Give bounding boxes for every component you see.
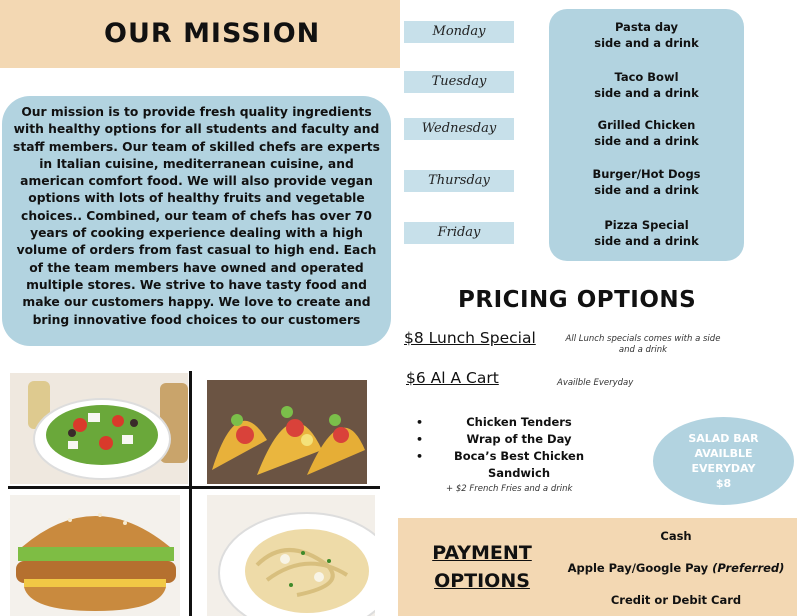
mission-statement: Our mission is to provide fresh quality ingredients with healthy options for all students and faculty and staff members. Our team of skilled chefs are experts in Italian cuisine, mediterranean cuisine, and american comfort food. We will also provide vegan options with lots of healthy fruits and vegetable choices.. Combined, our team of chefs has over 70 years of cooking experience dealing with a high volume of orders from fast casual to high end. Each of the team members have owned and operated multiple stores. We strive to have tasty food and make our customers happy. We love to create and bring innovative food choices to our customers	[2, 96, 391, 346]
day-tag-monday: Monday	[404, 21, 514, 43]
menu-dish: Taco Bowl	[614, 70, 679, 84]
day-tag-tuesday: Tuesday	[404, 71, 514, 93]
menu-dish: Pasta day	[614, 20, 679, 34]
burger-photo	[10, 495, 180, 616]
menu-sub: side and a drink	[594, 183, 699, 197]
menu-sub: side and a drink	[594, 234, 699, 248]
a-la-carte-note: Availble Everyday	[557, 378, 634, 388]
collage-divider-horizontal	[8, 486, 380, 489]
salad-photo	[10, 373, 188, 484]
menu-item-wednesday	[549, 117, 744, 149]
salad-line-3: EVERYDAY	[691, 462, 756, 475]
list-item: • Wrap of the Day	[416, 432, 572, 446]
lunch-special-price: $8 Lunch Special	[404, 329, 536, 347]
menu-item-monday	[549, 19, 744, 51]
menu-dish: Pizza Special	[604, 218, 689, 232]
payment-option-mobile	[560, 561, 792, 575]
menu-item-friday	[549, 217, 744, 249]
salad-line-2: AVAILBLE	[694, 447, 753, 460]
day-tag-wednesday: Wednesday	[404, 118, 514, 140]
day-tag-thursday: Thursday	[404, 170, 514, 192]
payment-option-card: Credit or Debit Card	[610, 593, 742, 607]
addon-note: + $2 French Fries and a drink	[446, 484, 573, 494]
salad-line-1: SALAD BAR	[688, 432, 759, 445]
list-item: • Boca’s Best Chicken Sandwich	[416, 449, 585, 480]
weekly-menu-box	[549, 9, 744, 261]
lunch-note-line-2: and a drink	[618, 345, 668, 355]
menu-sub: side and a drink	[594, 36, 699, 50]
a-la-carte-price: $6 Al A Cart	[406, 369, 499, 387]
tacos-photo	[207, 380, 367, 484]
menu-sub: side and a drink	[594, 134, 699, 148]
payment-title	[420, 539, 544, 595]
bullet-icon: •	[416, 433, 424, 446]
lunch-special-note	[560, 334, 726, 356]
bullet-icon: •	[416, 450, 424, 463]
list-item: • Chicken Tenders	[416, 415, 572, 429]
bullet-icon: •	[416, 416, 424, 429]
lunch-note-line-1: All Lunch specials comes with a side	[565, 334, 721, 344]
day-tag-friday: Friday	[404, 222, 514, 244]
preferred-note: (Preferred)	[712, 561, 785, 575]
menu-dish: Burger/Hot Dogs	[592, 167, 701, 181]
payment-title-line-1: PAYMENT	[432, 542, 532, 564]
menu-item-thursday	[549, 166, 744, 198]
mission-title: OUR MISSION	[104, 18, 321, 49]
payment-option-cash: Cash	[660, 529, 692, 543]
menu-sub: side and a drink	[594, 86, 699, 100]
salad-bar-badge	[653, 417, 794, 505]
pasta-photo	[207, 495, 375, 616]
menu-dish: Grilled Chicken	[597, 118, 696, 132]
collage-divider-vertical	[189, 371, 192, 616]
salad-price: $8	[715, 477, 732, 490]
payment-title-line-2: OPTIONS	[434, 570, 530, 592]
pricing-title: PRICING OPTIONS	[458, 287, 697, 313]
menu-item-tuesday	[549, 69, 744, 101]
a-la-carte-list	[412, 414, 612, 480]
mobile-pay-label: Apple Pay/Google Pay	[567, 561, 709, 575]
